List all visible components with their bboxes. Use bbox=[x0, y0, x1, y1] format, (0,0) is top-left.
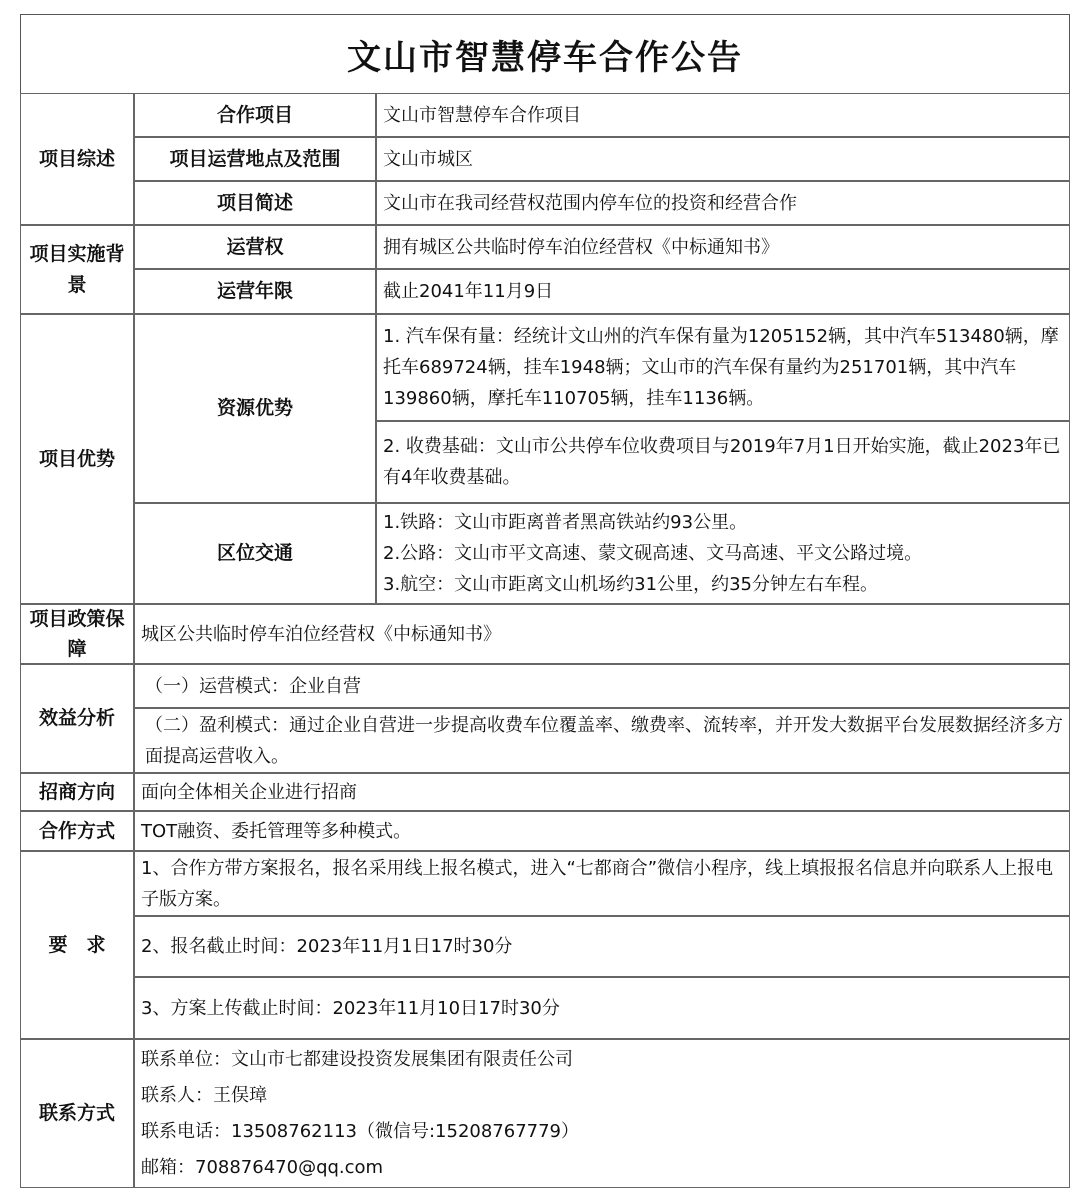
cooperation-label: 合作方式 bbox=[20, 811, 134, 851]
background-label: 项目实施背景 bbox=[20, 225, 134, 314]
invest-value: 面向全体相关企业进行招商 bbox=[134, 773, 1070, 811]
invest-label: 招商方向 bbox=[20, 773, 134, 811]
summary-value: 文山市在我司经营权范围内停车位的投资和经营合作 bbox=[376, 181, 1070, 225]
resource-advantage-key: 资源优势 bbox=[134, 314, 376, 503]
contact-phone: 联系电话：13508762113（微信号:15208767779） bbox=[141, 1120, 580, 1142]
aviation-line: 3.航空：文山市距离文山机场约31公里，约35分钟左右车程。 bbox=[383, 574, 878, 595]
profit-mode-text: （二）盈利模式：通过企业自营进一步提高收费车位覆盖率、缴费率、流转率，并开发大数据平台发展数据经济多方面提高运营收入。 bbox=[134, 708, 1070, 773]
requirement-3-text: 3、方案上传截止时间：2023年11月10日17时30分 bbox=[134, 977, 1070, 1039]
requirements-label: 要 求 bbox=[20, 851, 134, 1039]
project-name-value: 文山市智慧停车合作项目 bbox=[376, 93, 1070, 137]
location-value: 文山市城区 bbox=[376, 137, 1070, 181]
cooperation-value: TOT融资、委托管理等多种模式。 bbox=[134, 811, 1070, 851]
announcement-table bbox=[20, 14, 1070, 1188]
contact-email: 邮箱：708876470@qq.com bbox=[141, 1156, 384, 1178]
highway-line: 2.公路：文山市平文高速、蒙文砚高速、文马高速、平文公路过境。 bbox=[383, 543, 923, 564]
policy-label: 项目政策保障 bbox=[20, 604, 134, 664]
railway-line: 1.铁路：文山市距离普者黑高铁站约93公里。 bbox=[383, 512, 748, 533]
contact-info bbox=[134, 1039, 1070, 1188]
advantages-label: 项目优势 bbox=[20, 314, 134, 604]
contact-company: 联系单位：文山市七都建设投资发展集团有限责任公司 bbox=[141, 1048, 573, 1070]
operating-term-key: 运营年限 bbox=[134, 269, 376, 314]
location-traffic-key: 区位交通 bbox=[134, 503, 376, 604]
operating-right-value: 拥有城区公共临时停车泊位经营权《中标通知书》 bbox=[376, 225, 1070, 269]
summary-key: 项目简述 bbox=[134, 181, 376, 225]
location-traffic-value bbox=[376, 503, 1070, 604]
benefit-label: 效益分析 bbox=[20, 664, 134, 773]
vehicle-ownership-text: 1. 汽车保有量：经统计文山州的汽车保有量为1205152辆，其中汽车513480辆，摩托车689724辆，挂车1948辆；文山市的汽车保有量约为251701辆，其中汽车139860辆，摩托车110705辆，挂车1136辆。 bbox=[376, 314, 1070, 421]
project-name-key: 合作项目 bbox=[134, 93, 376, 137]
operating-term-value: 截止2041年11月9日 bbox=[376, 269, 1070, 314]
policy-value: 城区公共临时停车泊位经营权《中标通知书》 bbox=[134, 604, 1070, 664]
contact-label: 联系方式 bbox=[20, 1039, 134, 1188]
operation-mode-text: （一）运营模式：企业自营 bbox=[134, 664, 1070, 708]
overview-label: 项目综述 bbox=[20, 93, 134, 225]
document-title: 文山市智慧停车合作公告 bbox=[20, 14, 1070, 94]
operating-right-key: 运营权 bbox=[134, 225, 376, 269]
requirement-2-text: 2、报名截止时间：2023年11月1日17时30分 bbox=[134, 916, 1070, 977]
fee-basis-text: 2. 收费基础：文山市公共停车位收费项目与2019年7月1日开始实施，截止2023年已有4年收费基础。 bbox=[376, 421, 1070, 503]
requirement-1-text: 1、合作方带方案报名，报名采用线上报名模式，进入“七都商合”微信小程序，线上填报报名信息并向联系人上报电子版方案。 bbox=[134, 851, 1070, 916]
contact-person: 联系人：王俣璋 bbox=[141, 1084, 267, 1106]
location-key: 项目运营地点及范围 bbox=[134, 137, 376, 181]
